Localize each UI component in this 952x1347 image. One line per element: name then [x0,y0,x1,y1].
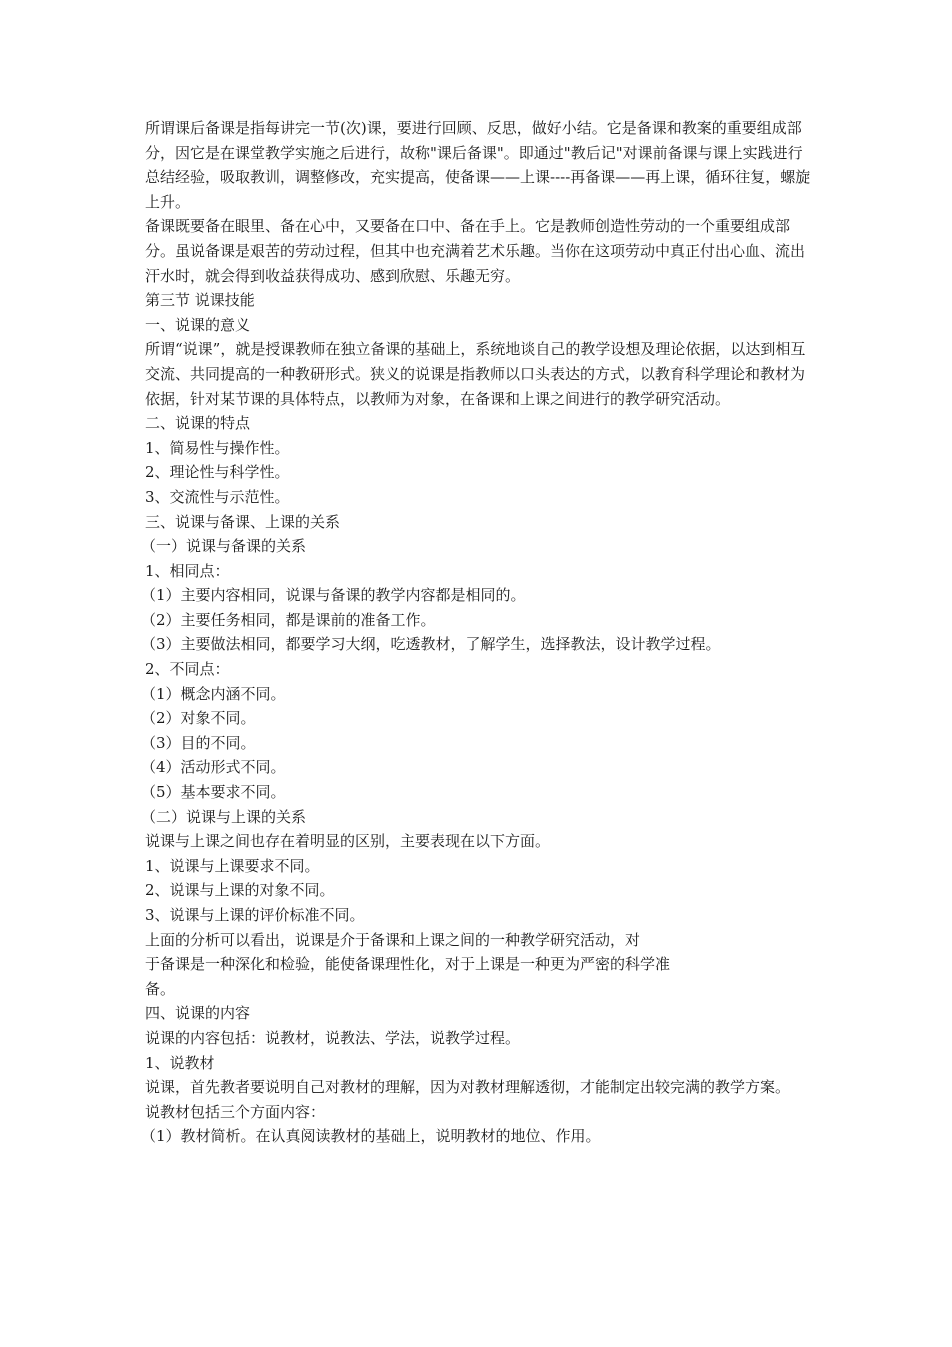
list-item: （2）对象不同。 [141,709,256,728]
list-item: 1、说课与上课要求不同。 [145,856,320,875]
list-item: 3、说课与上课的评价标准不同。 [145,906,365,924]
paragraph-post-lesson-prep: 所谓课后备课是指每讲完一节(次)课，要进行回顾、反思，做好小结。它是备课和教案的重要组成部分，因它是在课堂教学实施之后进行，故称"课后备课"。即通过"教后记"对课前备课与课上实践进行总结经验，吸取教训，调整修改，充实提高，使备课——上课----再备课——再上课，循环往复，螺旋上升。 [145,119,811,211]
list-item: 1、相同点： [145,561,230,580]
list-item: 2、说课与上课的对象不同。 [145,881,335,900]
subheading-meaning: 一、说课的意义 [145,315,251,334]
subheading-content: 四、说课的内容 [145,1004,251,1023]
paragraph-analysis-line-3: 备。 [145,979,176,998]
subheading-lesson-relation: （二）说课与上课的关系 [141,807,307,826]
paragraph-definition: 所谓“说课”，就是授课教师在独立备课的基础上，系统地谈自己的教学设想及理论依据，以达到相互交流、共同提高的一种教研形式。狭义的说课是指教师以口头表达的方式，以教育科学理论和教材为依据，针对某节课的具体特点，以教师为对象，在备课和上课之间进行的教学研究活动。 [145,340,806,408]
paragraph-analysis-line-1: 上面的分析可以看出，说课是介于备课和上课之间的一种教学研究活动，对 [145,930,641,949]
paragraph-textbook-understanding: 说课，首先教者要说明自己对教材的理解，因为对教材理解透彻，才能制定出较完满的教学方案。 [145,1078,791,1097]
list-item: 1、简易性与操作性。 [145,438,290,457]
paragraph-textbook-aspects: 说教材包括三个方面内容： [145,1102,326,1121]
paragraph-differences: 说课与上课之间也存在着明显的区别，主要表现在以下方面。 [145,832,551,851]
paragraph-analysis-line-2: 于备课是一种深化和检验，能使备课理性化，对于上课是一种更为严密的科学准 [145,955,671,974]
list-item: （2）主要任务相同，都是课前的准备工作。 [141,610,436,629]
subheading-relations: 三、说课与备课、上课的关系 [145,512,341,531]
list-item: （3）主要做法相同，都要学习大纲，吃透教材，了解学生，选择教法，设计教学过程。 [141,635,721,654]
list-item: 2、不同点： [145,660,230,679]
paragraph-content-summary: 说课的内容包括：说教材，说教法、学法，说教学过程。 [145,1028,521,1047]
section-heading: 第三节 说课技能 [145,291,255,310]
list-item: （1）教材简析。在认真阅读教材的基础上，说明教材的地位、作用。 [141,1127,601,1146]
list-item: （4）活动形式不同。 [141,758,286,777]
list-item: （3）目的不同。 [141,733,256,752]
subheading-prep-relation: （一）说课与备课的关系 [141,537,307,556]
list-item: （1）主要内容相同，说课与备课的教学内容都是相同的。 [141,586,526,605]
list-item: （5）基本要求不同。 [141,783,286,802]
list-item: （1）概念内涵不同。 [141,684,286,703]
list-item: 1、说教材 [145,1053,215,1072]
paragraph-prep-importance: 备课既要备在眼里、备在心中，又要备在口中、备在手上。它是教师创造性劳动的一个重要组成部分。虽说备课是艰苦的劳动过程，但其中也充满着艺术乐趣。当你在这项劳动中真正付出心血、流出汗水时，就会得到收益获得成功、感到欣慰、乐趣无穷。 [145,217,806,285]
list-item: 2、理论性与科学性。 [145,463,290,482]
document-body [141,116,813,1149]
list-item: 3、交流性与示范性。 [145,487,290,506]
subheading-features: 二、说课的特点 [145,414,251,433]
